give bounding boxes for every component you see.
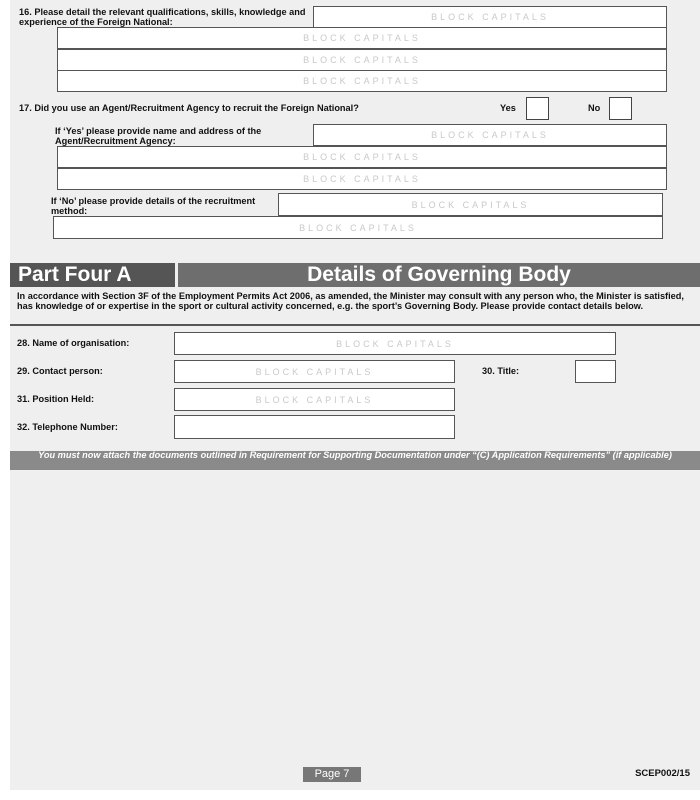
q17-no-label: No: [588, 103, 601, 113]
organisation-name-field[interactable]: [174, 332, 616, 355]
page-number: Page 7: [303, 767, 361, 782]
field-placeholder: BLOCK CAPITALS: [303, 55, 421, 65]
q29-label: 29. Contact person:: [17, 366, 103, 376]
section-title: Details of Governing Body: [178, 263, 700, 287]
q17-yes-label: Yes: [500, 103, 516, 113]
attach-documents-notice: You must now attach the documents outlined in Requirement for Supporting Documentation under “(C) Application Requirements” (if applicable): [10, 451, 700, 470]
field-placeholder: BLOCK CAPITALS: [336, 338, 454, 349]
field-placeholder: BLOCK CAPITALS: [303, 76, 421, 86]
q32-label: 32. Telephone Number:: [17, 422, 118, 432]
agency-field-3[interactable]: [57, 168, 667, 190]
agency-field-2[interactable]: [57, 146, 667, 168]
q17-if-no-label: If ‘No’ please provide details of the recruitment method:: [51, 196, 256, 216]
field-placeholder: BLOCK CAPITALS: [411, 199, 530, 210]
q16-field-1[interactable]: [313, 6, 667, 28]
recruitment-method-field-2[interactable]: [53, 216, 663, 239]
field-placeholder: BLOCK CAPITALS: [255, 366, 374, 377]
part-title: Part Four A: [10, 263, 175, 287]
form-code: SCEP002/15: [635, 768, 690, 779]
q17-no-checkbox[interactable]: [609, 97, 632, 120]
field-placeholder: BLOCK CAPITALS: [303, 33, 421, 43]
q16-field-4[interactable]: [57, 70, 667, 92]
recruitment-method-field-1[interactable]: [278, 193, 663, 216]
q31-label: 31. Position Held:: [17, 394, 95, 404]
agency-field-1[interactable]: [313, 124, 667, 146]
q28-label: 28. Name of organisation:: [17, 338, 130, 348]
q16-label: 16. Please detail the relevant qualifications, skills, knowledge and experience of the Foreign National:: [19, 7, 306, 27]
title-field[interactable]: [575, 360, 616, 383]
q16-field-3[interactable]: [57, 49, 667, 71]
field-placeholder: BLOCK CAPITALS: [303, 174, 421, 184]
section-intro: In accordance with Section 3F of the Employment Permits Act 2006, as amended, the Minister may consult with any person who, the Minister is satisfied, has knowledge of or expertise in the sport or cultural activity concerned, e.g. the sport’s Governing Body. Please provide contact details below.: [17, 291, 684, 311]
position-held-field[interactable]: [174, 388, 455, 411]
field-placeholder: BLOCK CAPITALS: [431, 130, 549, 140]
field-placeholder: BLOCK CAPITALS: [299, 222, 417, 233]
q16-field-2[interactable]: [57, 27, 667, 49]
q17-label: 17. Did you use an Agent/Recruitment Agency to recruit the Foreign National?: [19, 103, 359, 113]
q17-if-yes-label: If ‘Yes’ please provide name and address of the Agent/Recruitment Agency:: [55, 126, 262, 146]
telephone-field[interactable]: [174, 415, 455, 439]
field-placeholder: BLOCK CAPITALS: [431, 12, 549, 22]
field-placeholder: BLOCK CAPITALS: [303, 152, 421, 162]
section-divider: [10, 324, 700, 326]
field-placeholder: BLOCK CAPITALS: [255, 394, 374, 405]
q17-yes-checkbox[interactable]: [526, 97, 549, 120]
contact-person-field[interactable]: [174, 360, 455, 383]
q30-label: 30. Title:: [482, 366, 520, 376]
